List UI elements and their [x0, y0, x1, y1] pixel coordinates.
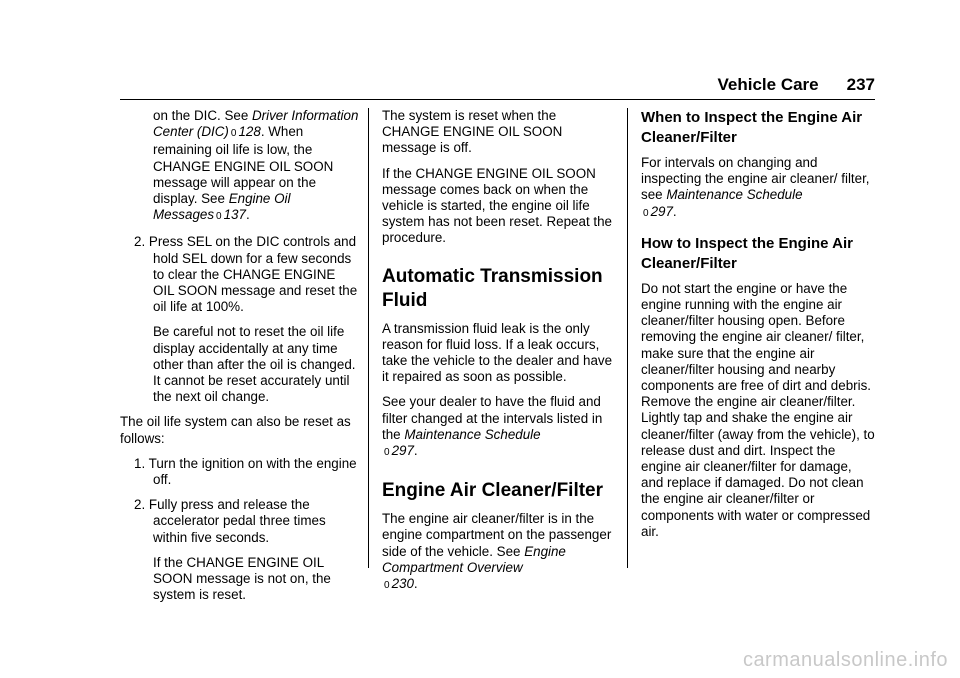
- page-ref-icon: 0: [384, 447, 390, 459]
- link-engine-oil-messages[interactable]: Engine Oil Messages: [153, 191, 291, 223]
- step-2: 2. Press SEL on the DIC controls and hold SEL down for a few seconds to clear the CHANGE ENGINE OIL SOON message and reset the oil life at 100%.: [134, 234, 358, 315]
- link-dic[interactable]: Driver Information Center (DIC): [153, 108, 359, 140]
- alt-step-1: 1. Turn the ignition on with the engine off.: [134, 455, 357, 488]
- link-maintenance-schedule[interactable]: Maintenance Schedule: [404, 426, 541, 442]
- inspect-procedure-paragraph: Do not start the engine or have the engine running with the engine air cleaner/filter housing open. Before removing the engine air cleaner/ filter, make sure that the engine air cleaner/filter housing and nearby components are free of dirt and debris. Remove the engine air cleaner/filter. Lightly tap and shake the engine air cleaner/filter (away from the vehicle), to release dust and dirt. Inspect the engine air cleaner/filter for damage, and replace if damaged. Do not clean the engine air cleaner/filter or components with water or compressed air.: [641, 280, 875, 539]
- page-ref-230[interactable]: 230: [391, 576, 414, 592]
- column-2: [382, 108, 614, 603]
- page-ref-icon: 0: [230, 128, 237, 140]
- column-divider-1: [368, 108, 369, 568]
- heading-transmission-fluid: Automatic Transmission Fluid: [382, 265, 603, 311]
- column-1: [120, 108, 360, 612]
- reset-repeat-paragraph: If the CHANGE ENGINE OIL SOON message comes back on when the vehicle is started, the engine oil life system has not been reset. Repeat the procedure.: [382, 165, 613, 246]
- page-ref-icon: 0: [216, 211, 222, 223]
- header-rule: [120, 99, 875, 100]
- caution-note: Be careful not to reset the oil life display accidentally at any time other than after the oil is changed. It cannot be reset accurately until the next oil change.: [153, 324, 356, 405]
- column-3: [641, 108, 875, 549]
- page-ref-icon: 0: [384, 580, 390, 592]
- inspect-intervals-paragraph: For intervals on changing and inspecting the engine air cleaner/ filter, see Maintenance Schedule 0 297.: [641, 155, 870, 219]
- air-cleaner-location-paragraph: The engine air cleaner/filter is in the engine compartment on the passenger side of the vehicle. See Engine Compartment Overview 0 230.: [382, 511, 612, 592]
- transmission-leak-paragraph: A transmission fluid leak is the only reason for fluid loss. If a leak occurs, take the vehicle to the dealer and have it repaired as soon as possible.: [382, 320, 613, 385]
- dic-paragraph: on the DIC. See Driver Information Center (DIC) 0 128. When remaining oil life is low, the CHANGE ENGINE OIL SOON message will appear on the display. See Engine Oil Messages 0 137.: [153, 108, 359, 223]
- heading-when-to-inspect: When to Inspect the Engine Air Cleaner/Filter: [641, 109, 863, 146]
- page-ref-297[interactable]: 297: [650, 203, 673, 219]
- heading-air-cleaner: Engine Air Cleaner/Filter: [382, 480, 604, 502]
- transmission-service-paragraph: See your dealer to have the fluid and filter changed at the intervals listed in the Maintenance Schedule 0 297.: [382, 394, 603, 459]
- page-ref-297[interactable]: 297: [391, 443, 414, 459]
- heading-how-to-inspect: How to Inspect the Engine Air Cleaner/Filter: [641, 234, 853, 272]
- reset-complete-paragraph: The system is reset when the CHANGE ENGINE OIL SOON message is off.: [382, 108, 563, 156]
- alt-reset-intro: The oil life system can also be reset as follows:: [120, 414, 351, 446]
- alt-step-2: 2. Fully press and release the accelerator pedal three times within five seconds.: [134, 497, 326, 545]
- watermark-text: carmanualsonline.info: [742, 649, 948, 671]
- link-maintenance-schedule[interactable]: Maintenance Schedule: [666, 187, 803, 203]
- page-number: 237: [846, 75, 875, 94]
- section-title: Vehicle Care: [717, 75, 819, 94]
- page-ref-icon: 0: [643, 207, 649, 219]
- column-divider-2: [627, 108, 628, 568]
- page-ref-137[interactable]: 137: [223, 207, 246, 223]
- page-header: [120, 70, 875, 100]
- page-ref-128[interactable]: 128: [238, 124, 261, 140]
- link-engine-compartment-overview[interactable]: Engine Compartment Overview: [382, 543, 566, 575]
- alt-note: If the CHANGE ENGINE OIL SOON message is not on, the system is reset.: [153, 554, 331, 603]
